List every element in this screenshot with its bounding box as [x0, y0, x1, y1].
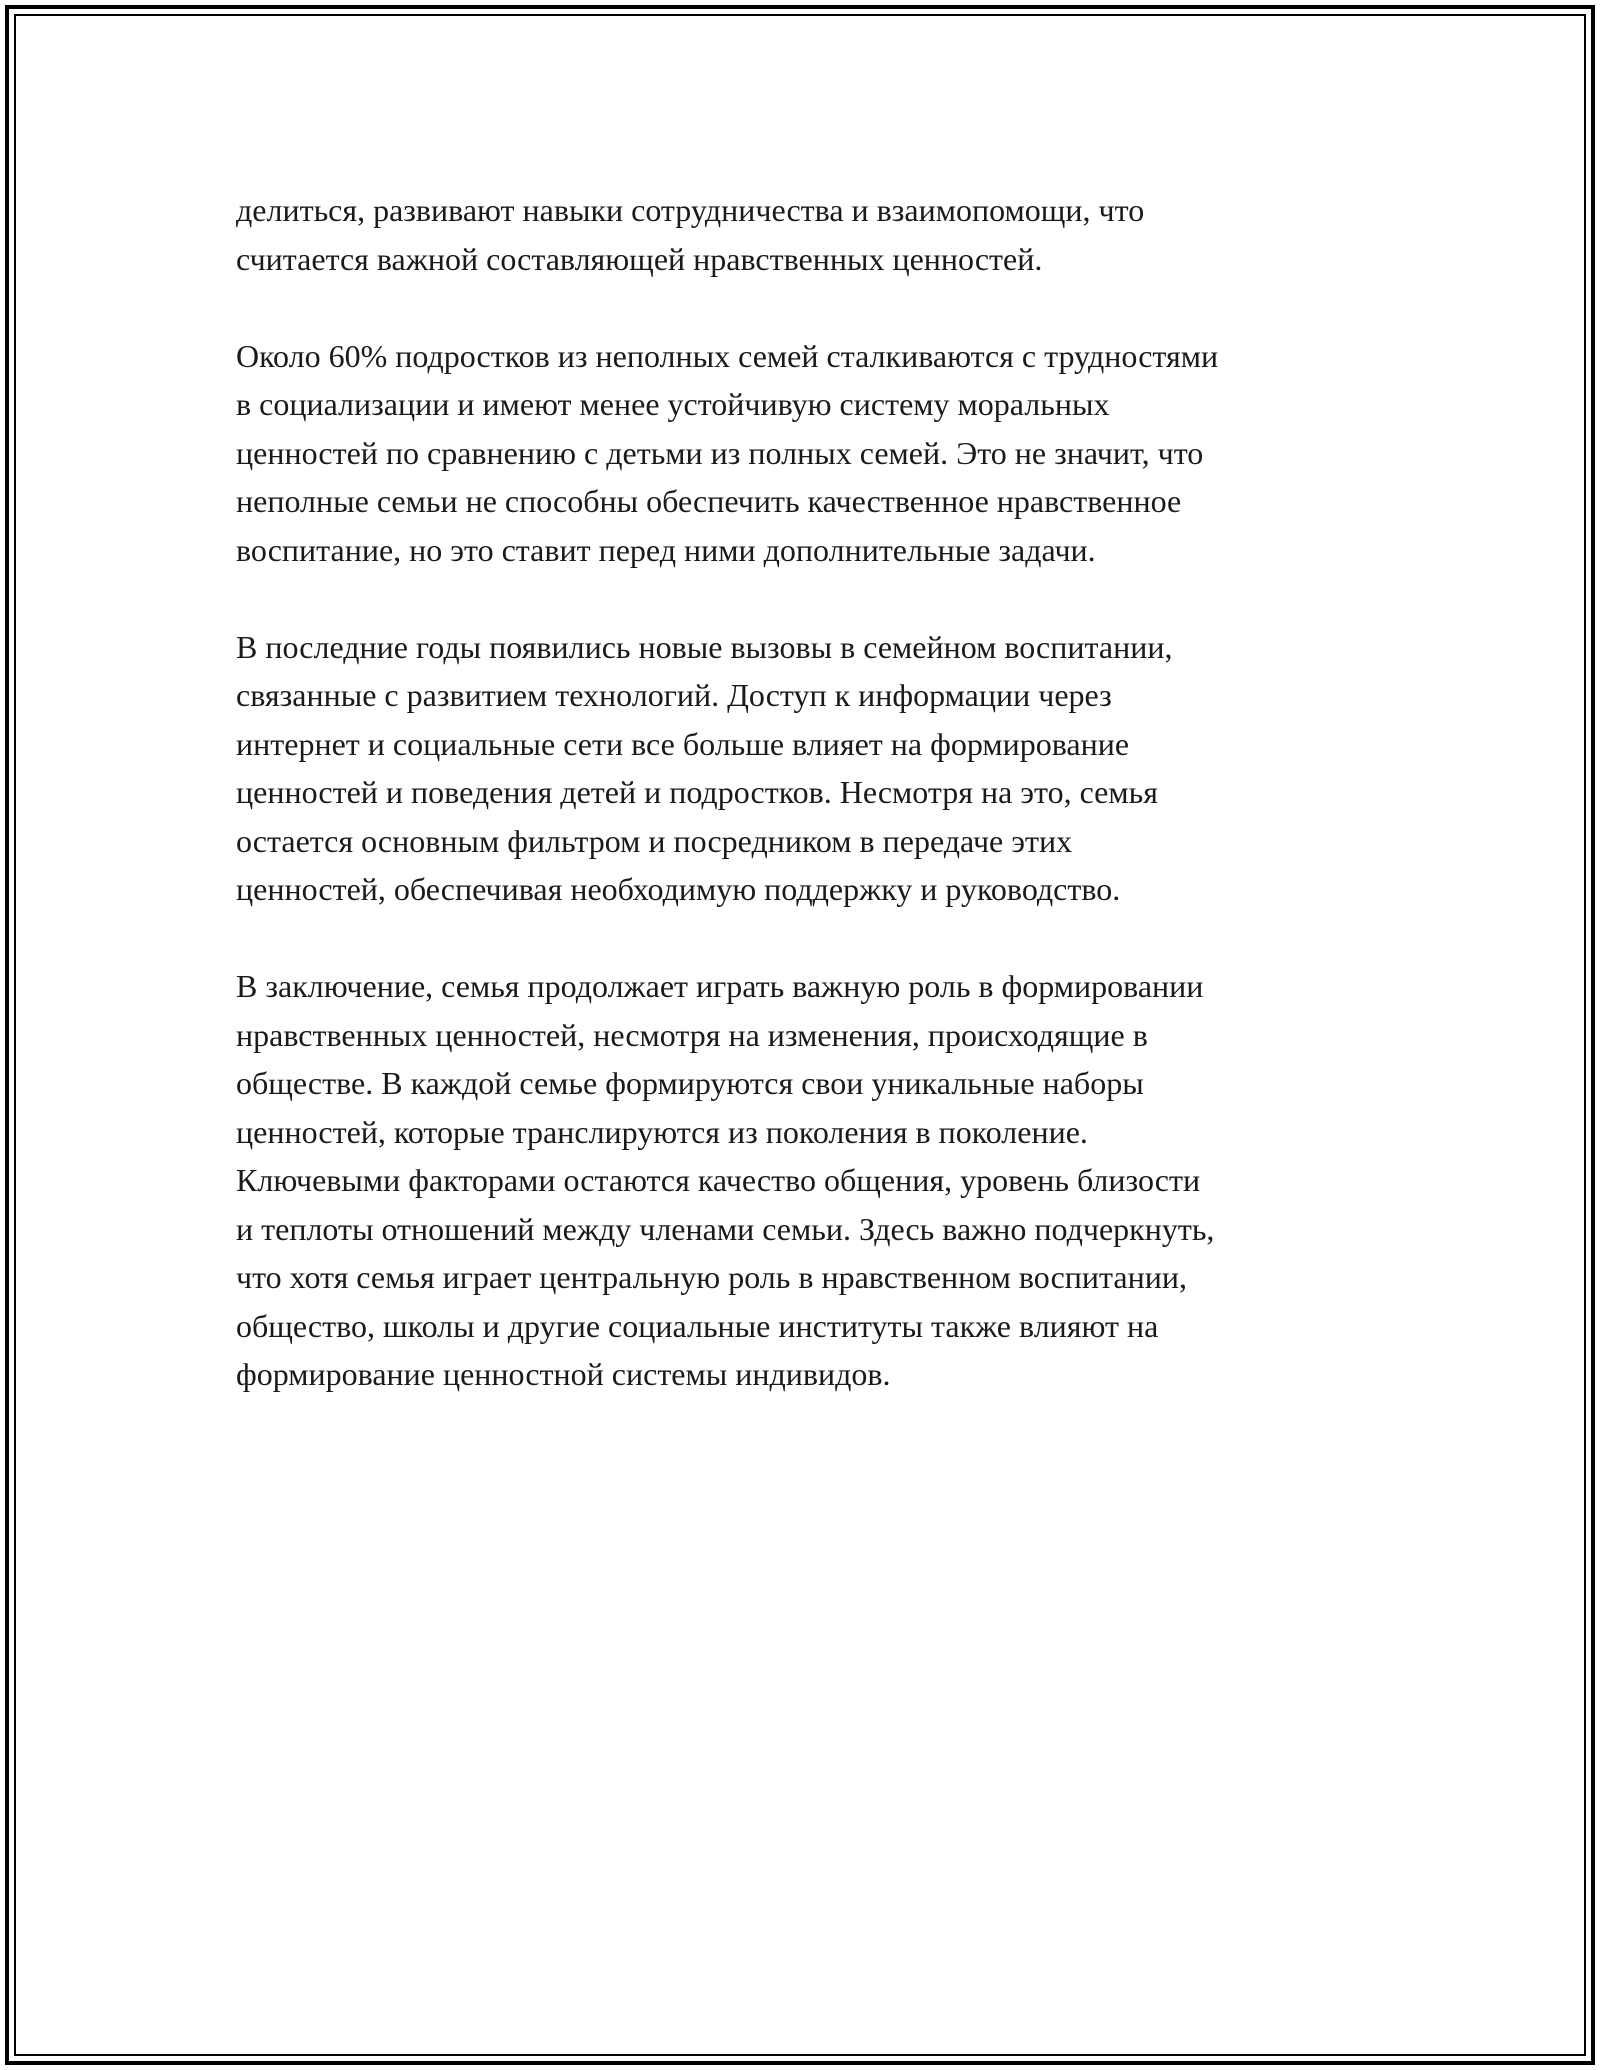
paragraph-1 — [236, 186, 1396, 283]
text-line: общество, школы и другие социальные институты также влияют на — [236, 1307, 1159, 1344]
text-line: Ключевыми факторами остаются качество общения, уровень близости — [236, 1162, 1201, 1198]
text-line: обществе. В каждой семье формируются свои уникальные наборы — [236, 1065, 1144, 1101]
text-line: В заключение, семья продолжает играть важную роль в формировании — [236, 968, 1204, 1004]
text-line: ценностей по сравнению с детьми из полных семей. Это не значит, что — [236, 434, 1204, 471]
text-line: и теплоты отношений между членами семьи. Здесь важно подчеркнуть, — [236, 1210, 1215, 1247]
text-line: связанные с развитием технологий. Доступ к информации через — [236, 677, 1112, 713]
text-line: нравственных ценностей, несмотря на изменения, происходящие в — [236, 1016, 1148, 1053]
text-line: Около 60% подростков из неполных семей сталкиваются с трудностями — [236, 337, 1219, 374]
text-line: в социализации и имеют менее устойчивую систему моральных — [236, 386, 1110, 422]
text-line: остается основным фильтром и посредником в передаче этих — [236, 822, 1073, 859]
text-line: что хотя семья играет центральную роль в нравственном воспитании, — [236, 1259, 1187, 1295]
text-line: ценностей, обеспечивая необходимую поддержку и руководство. — [236, 871, 1121, 907]
text-line: делиться, развивают навыки сотрудничества и взаимопомощи, что — [236, 192, 1145, 228]
text-line: формирование ценностной системы индивидов. — [236, 1356, 891, 1392]
text-line: ценностей и поведения детей и подростков. Несмотря на это, семья — [236, 774, 1158, 810]
text-line: ценностей, которые транслируются из поколения в поколение. — [236, 1113, 1088, 1150]
paragraph-3 — [236, 623, 1396, 914]
paragraph-2 — [236, 332, 1396, 575]
text-line: воспитание, но это ставит перед ними дополнительные задачи. — [236, 531, 1096, 568]
text-line: считается важной составляющей нравственных ценностей. — [236, 240, 1043, 277]
text-line: интернет и социальные сети все больше влияет на формирование — [236, 725, 1130, 762]
document-body — [236, 186, 1396, 1447]
paragraph-4 — [236, 962, 1396, 1399]
text-line: неполные семьи не способны обеспечить качественное нравственное — [236, 483, 1182, 519]
text-line: В последние годы появились новые вызовы в семейном воспитании, — [236, 628, 1173, 665]
